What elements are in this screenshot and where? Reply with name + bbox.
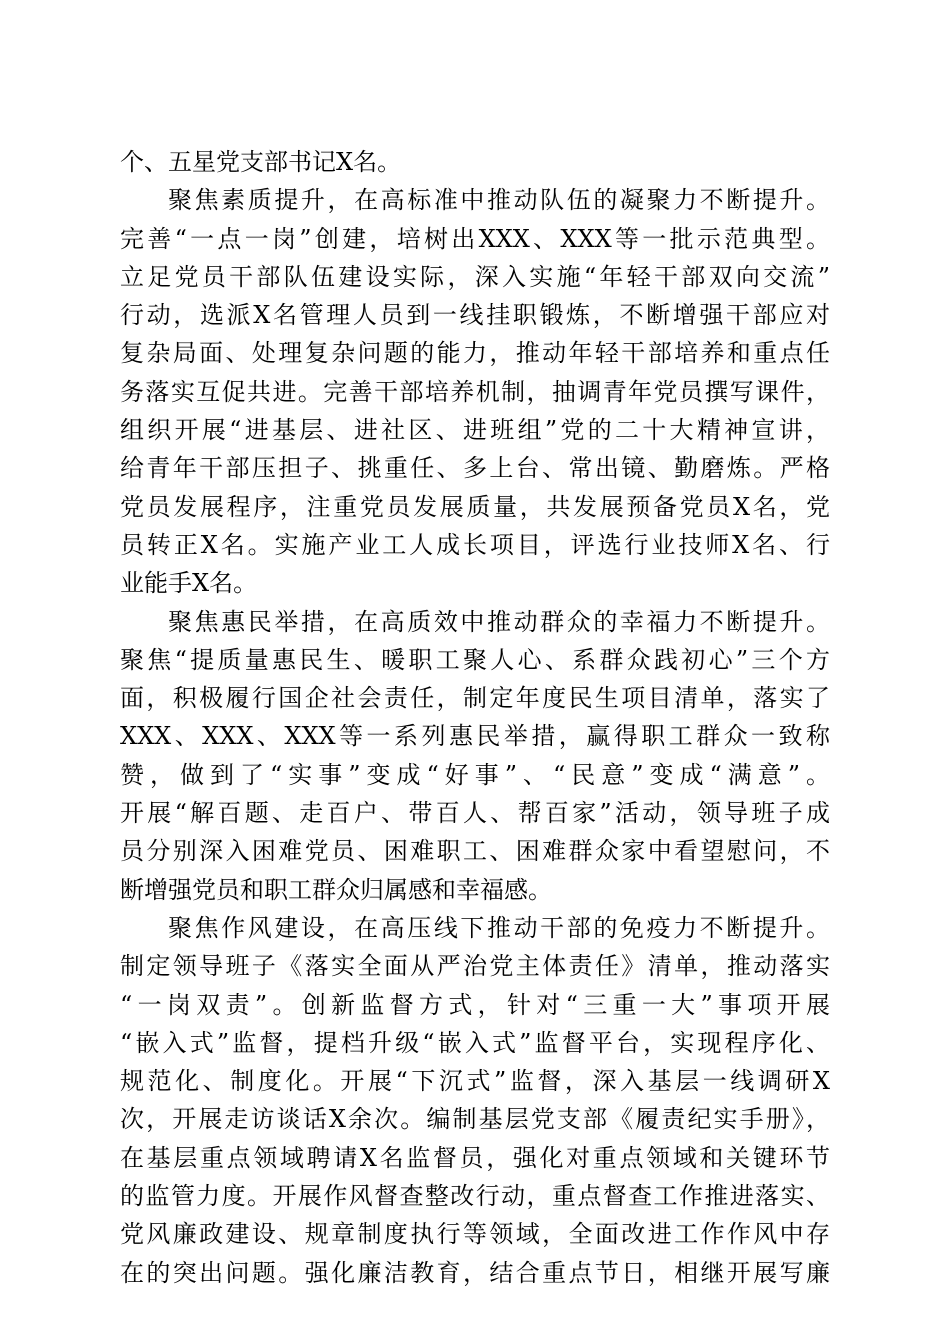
text-line: 在基层重点领域聘请X名监督员，强化对重点领域和关键环节 (120, 1143, 830, 1172)
text-line: 党员发展程序，注重党员发展质量，共发展预备党员X名，党 (120, 492, 830, 521)
body-text (120, 143, 830, 1292)
text-line: 制定领导班子《落实全面从严治党主体责任》清单，推动落实 (120, 952, 830, 981)
text-line: “嵌入式”监督，提档升级“嵌入式”监督平台，实现程序化、 (120, 1028, 830, 1057)
text-line: 完善“一点一岗”创建，培树出XXX、XXX等一批示范典型。 (120, 224, 830, 253)
text-line: 开展“解百题、走百户、带百人、帮百家”活动，领导班子成 (120, 799, 830, 828)
text-line: 聚焦惠民举措，在高质效中推动群众的幸福力不断提升。 (168, 607, 830, 636)
text-line: 务落实互促共进。完善干部培养机制，抽调青年党员撰写课件， (120, 377, 830, 406)
text-line: 面，积极履行国企社会责任，制定年度民生项目清单，落实了 (120, 684, 830, 713)
text-line: 党风廉政建设、规章制度执行等领域，全面改进工作作风中存 (120, 1220, 830, 1249)
text-line: 复杂局面、处理复杂问题的能力，推动年轻干部培养和重点任 (120, 339, 830, 368)
text-line: 员转正X名。实施产业工人成长项目，评选行业技师X名、行 (120, 530, 830, 559)
text-line: 员分别深入困难党员、困难职工、困难群众家中看望慰问，不 (120, 837, 830, 866)
text-line: 个、五星党支部书记X名。 (120, 148, 402, 176)
text-line: “一岗双责”。创新监督方式，针对“三重一大”事项开展 (120, 990, 830, 1019)
text-line: 断增强党员和职工群众归属感和幸福感。 (120, 875, 552, 904)
text-line: 在的突出问题。强化廉洁教育，结合重点节日，相继开展写廉 (120, 1258, 830, 1287)
text-line: 给青年干部压担子、挑重任、多上台、常出镜、勤磨炼。严格 (120, 454, 830, 483)
text-line: 聚焦作风建设，在高压线下推动干部的免疫力不断提升。 (168, 913, 830, 942)
text-line: 赞，做到了“实事”变成“好事”、“民意”变成“满意”。 (120, 760, 830, 789)
text-line: 次，开展走访谈话X余次。编制基层党支部《履责纪实手册》， (120, 1105, 830, 1134)
text-line: 组织开展“进基层、进社区、进班组”党的二十大精神宣讲， (120, 416, 830, 445)
text-line: 聚焦素质提升，在高标准中推动队伍的凝聚力不断提升。 (168, 186, 830, 215)
text-line: 立足党员干部队伍建设实际，深入实施“年轻干部双向交流” (120, 262, 830, 291)
text-line: 聚焦“提质量惠民生、暖职工聚人心、系群众践初心”三个方 (120, 645, 830, 674)
text-line: 行动，选派X名管理人员到一线挂职锻炼，不断增强干部应对 (120, 301, 830, 330)
text-line: 规范化、制度化。开展“下沉式”监督，深入基层一线调研X (120, 1067, 830, 1096)
text-line: 业能手X名。 (120, 569, 258, 598)
text-line: XXX、XXX、XXX等一系列惠民举措，赢得职工群众一致称 (120, 722, 830, 751)
text-line: 的监管力度。开展作风督查整改行动，重点督查工作推进落实、 (120, 1182, 830, 1211)
